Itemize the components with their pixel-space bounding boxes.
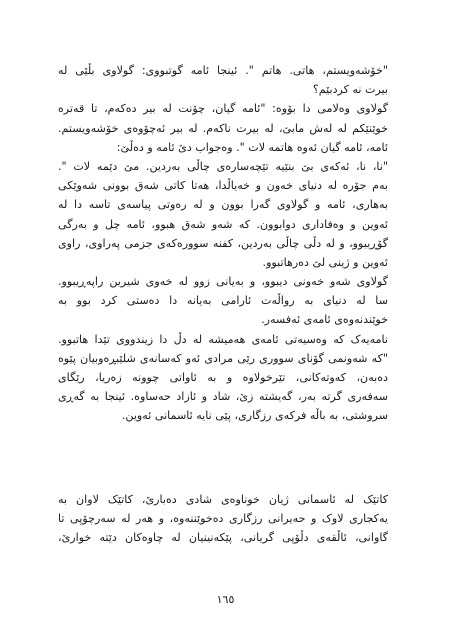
text-line: سروشتی، بە باڵە فرکەی رزگاری، پێی نایە ئاسمانی ئەوین. [121,409,388,423]
text-line: نامەیەک کە وەسیەتی ئامەی هەمیشە لە دڵ دا زیندووی تێدا هاتبوو. [58,332,388,346]
text-line: ئەوین و وەفاداری دوابوون. کە شەو شەق هبوو، ئامە چل و بەرگی [58,217,388,231]
text-line: خوێندنەوەی ئامەی ئەفسەر. [261,313,388,327]
text-line: خوێنێکم لە لەش مابێ، لە بیرت ناکەم. لە بیر ئەچۆوەی خۆشەویستم. [58,121,388,135]
text-line: "خۆشەویستم، هاتی. هاتم ". ئینجا ئامە گوتبووی: گولاوی بڵێی لە [58,64,388,77]
text-line: "کە شەونمی گۆنای سووری رێی مرادی ئەو کەسانەی شلێبڕەوبیان پێوە [58,351,388,365]
text-line: گولاوی وەلامی دا بۆوە: "ئامە گیان، چۆنت لە بیر دەکەم، تا قەترە [58,102,388,116]
text-line: بیرت نە کردبێم؟ [312,83,388,97]
text-line: گۆڕیبوو، و لە دڵی چاڵی بەردین، کفنە سوورەکەی جزمی پەراوی، راوی [58,236,388,250]
text-line: دەبەن، کەوتەکانی، تێرخولاوە و بە ئاواتی چوونە زەریا، رێگای [58,371,388,384]
text-line: "نا، نا، ئەکەی بێ بنێیە تێچەسارەی چاڵی بەردین. مێ دێمە لات ". [58,159,388,173]
text-line: ئامە، ئامە گیان ئەوە هاتمە لات ". وەجواب دێ ئامە و دەڵێ: [116,140,388,154]
text-line: یەکجاری لاوک و حەیرانی رزگاری دەخوێننەوە، و هەر لە سەرچۆپی تا [58,512,388,526]
body-text-section [58,61,388,426]
text-line: گاوانی، ئاڵقەی دڵۆپی گریانی، پێکەنینیان لە چاوەکان دێتە خوارێ، [58,531,388,545]
text-line: بەم جۆرە لە دنیای خەون و خەیاڵدا، هەتا کاتی شەق بوونی شەوێکی [58,179,388,193]
text-line: سەفەری گرتە بەر، گەیشتە زێ، شاد و ئازاد حەساوە. ئینجا بە گەڕی [58,390,388,404]
text-line: ئەوین و ژینی لێ دەرهاتبوو. [262,255,388,269]
text-line: بەهاری، ئامە و گولاوی گەرا بوون و لە رەوتی پیاسەی تاسە دا لە [58,198,388,212]
body-text-section-continued [58,490,388,548]
text-line: گولاوی شەو خەونی دیبوو، و بەیانی زوو لە خەوی شیرین راپەڕیبوو. [58,275,388,289]
page-number: ١٦٥ [216,593,235,606]
text-line: کاتێک لە ئاسمانی ژیان خوناوەی شادی دەبارێ، کاتێک لاوان بە [58,493,388,506]
text-line: سا لە دنیای بە رواڵەت ئارامی بەیانە دا دەستی کرد بوو بە [58,294,388,308]
